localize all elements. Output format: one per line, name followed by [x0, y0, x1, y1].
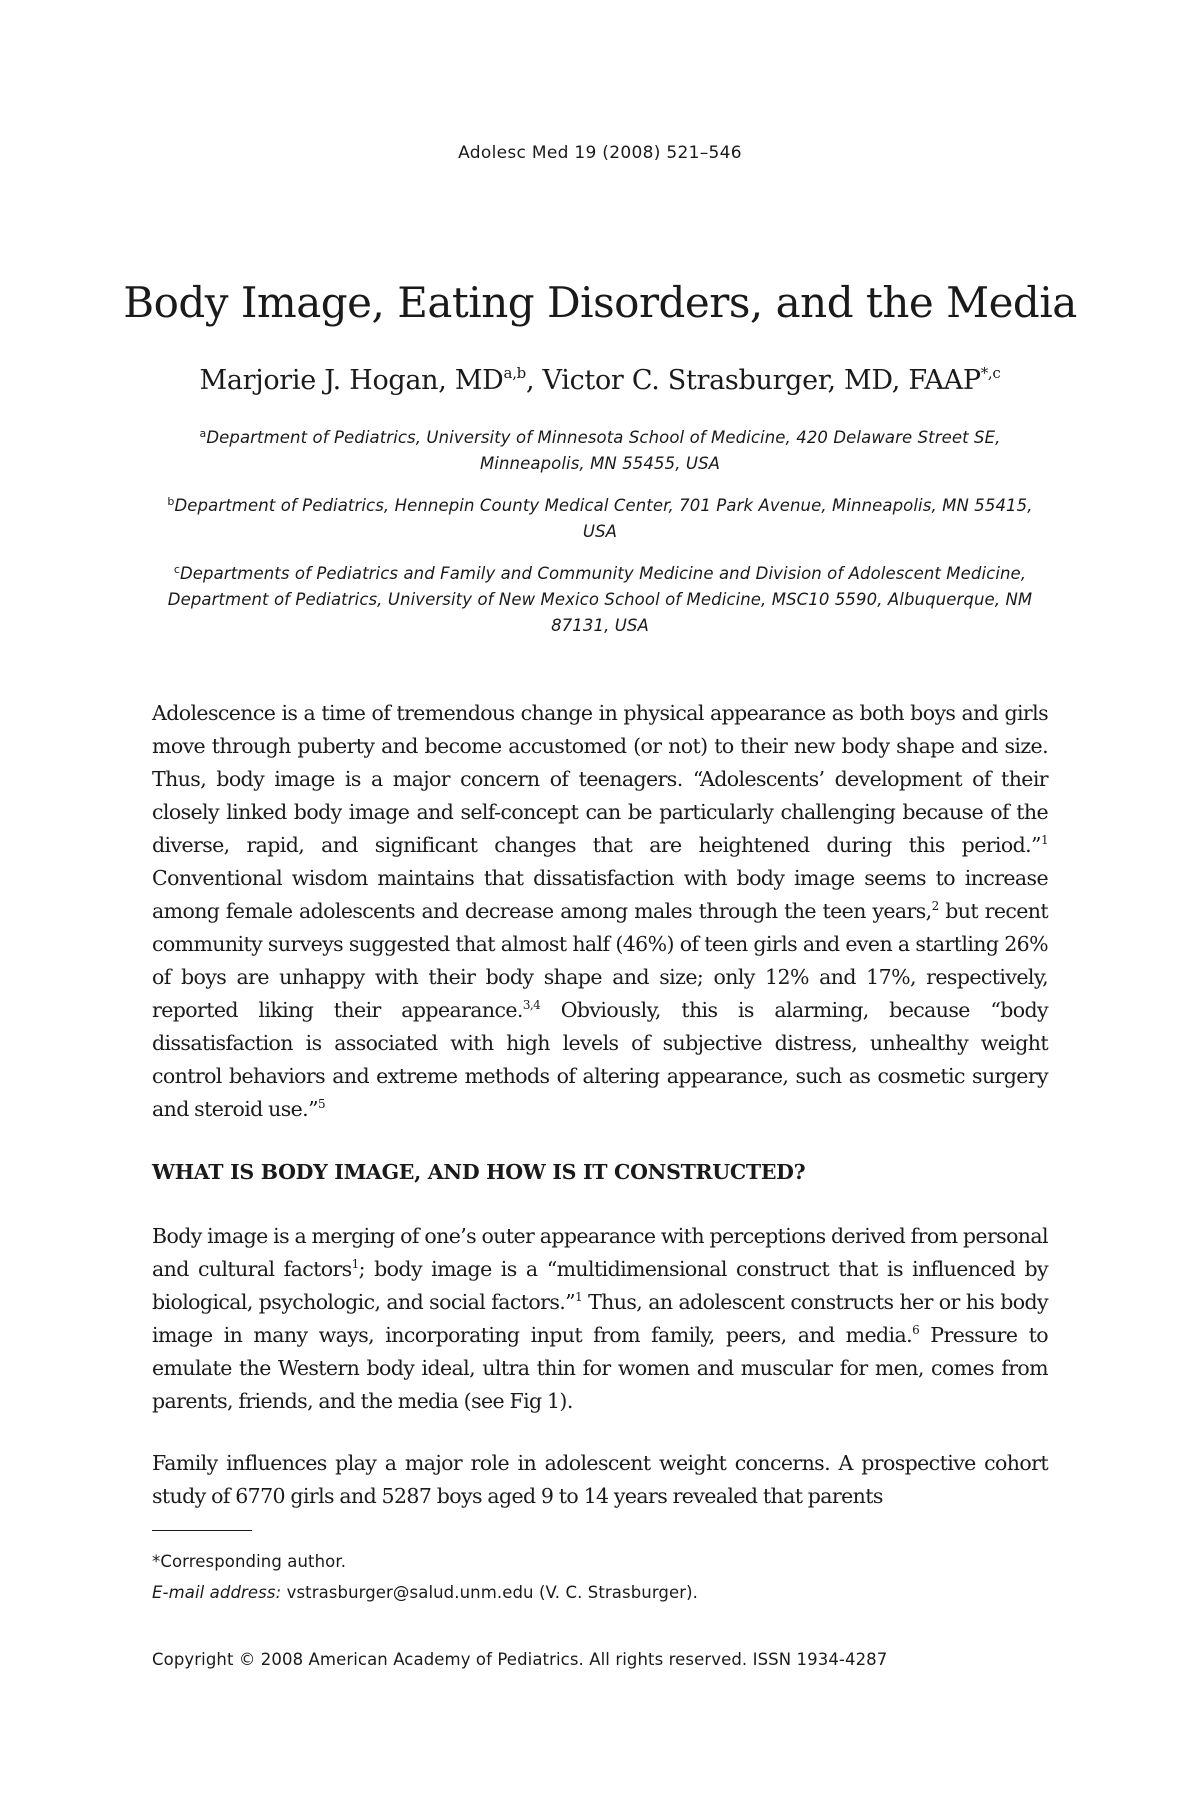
paragraph-text: Obviously, this is alarming, because “body dissatisfaction is associated with high levels of subjective distress, unhealthy weight control behaviors and extreme methods of altering appearance, such as cosmetic surgery and steroid use.” [152, 998, 1048, 1121]
author-affiliation-mark: a,b [503, 364, 526, 382]
body-paragraph-family: Family influences play a major role in adolescent weight concerns. A prospective cohort study of 6770 girls and 5287 boys aged 9 to 14 years revealed that parents [152, 1451, 1048, 1508]
copyright-notice: Copyright © 2008 American Academy of Pediatrics. All rights reserved. ISSN 1934-4287 [152, 1650, 888, 1669]
paragraph-text: Thus, an adolescent constructs her or his body image in many ways, incorporating input from family, peers, and media. [152, 1290, 1048, 1347]
author-name: Marjorie J. Hogan, MD [199, 365, 504, 396]
paragraph-text: Pressure to emulate the Western body ideal, ultra thin for women and muscular for men, comes from parents, friends, and the media (see Fig 1). [152, 1323, 1048, 1413]
citation-mark: 1 [1040, 833, 1048, 847]
citation-mark: 5 [317, 1097, 325, 1111]
journal-reference: Adolesc Med 19 (2008) 521–546 [458, 143, 742, 163]
author-name: Victor C. Strasburger, MD, FAAP [542, 365, 981, 396]
affiliation-mark: a [199, 427, 207, 440]
author-affiliation-mark: *,c [980, 364, 1001, 382]
affiliation-text: Department of Pediatrics, Hennepin County Medical Center, 701 Park Avenue, Minneapolis, MN 55415, USA [174, 496, 1033, 541]
body-paragraph-intro [152, 697, 1048, 1126]
author-separator: , [525, 365, 543, 396]
footnote-divider [152, 1530, 252, 1531]
author-line [0, 365, 1200, 396]
footnote-corresponding-author: *Corresponding author. [152, 1552, 347, 1571]
affiliation-a [150, 425, 1050, 477]
footnote-email [152, 1583, 1048, 1602]
body-paragraph-definition [152, 1220, 1048, 1418]
paragraph-text: ; body image is a “multidimensional construct that is influenced by biological, psychologic, and social factors.” [152, 1257, 1048, 1314]
affiliation-text: Department of Pediatrics, University of Minnesota School of Medicine, 420 Delaware Street SE, Minneapolis, MN 55455, USA [206, 428, 1001, 473]
paragraph-text: but recent community surveys suggested that almost half (46%) of teen girls and even a startling 26% of boys are unhappy with their body shape and size; only 12% and 17%, respectively, reported liking their appearance. [152, 899, 1049, 1022]
paragraph-text: Conventional wisdom maintains that dissatisfaction with body image seems to increase among female adolescents and decrease among males through the teen years, [152, 866, 1048, 923]
section-heading: WHAT IS BODY IMAGE, AND HOW IS IT CONSTRUCTED? [152, 1160, 806, 1184]
paragraph-text: Body image is a merging of one’s outer appearance with perceptions derived from personal and cultural factors [152, 1224, 1048, 1281]
citation-mark: 2 [931, 899, 939, 913]
citation-mark: 3,4 [522, 998, 541, 1012]
email-label: E-mail address: [152, 1583, 282, 1602]
citation-mark: 1 [351, 1257, 359, 1271]
citation-mark: 1 [575, 1290, 583, 1304]
affiliation-text: Departments of Pediatrics and Family and Community Medicine and Division of Adolescent Medicine, Department of Pediatrics, University of New Mexico School of Medicine, MSC10 5590, Albuquerque, NM 87131, USA [167, 564, 1033, 635]
affiliation-b [150, 493, 1050, 545]
citation-mark: 6 [912, 1323, 920, 1337]
email-value: vstrasburger@salud.unm.edu (V. C. Strasburger). [281, 1583, 699, 1602]
affiliation-mark: c [173, 563, 180, 576]
affiliation-mark: b [167, 495, 175, 508]
paragraph-text: Adolescence is a time of tremendous change in physical appearance as both boys and girls move through puberty and become accustomed (or not) to their new body shape and size. Thus, body image is a major concern of teenagers. “Adolescents’ development of their closely linked body image and self-concept can be particularly challenging because of the diverse, rapid, and significant changes that are heightened during this period.” [152, 701, 1048, 857]
affiliation-c [150, 561, 1050, 639]
paper-title: Body Image, Eating Disorders, and the Media [123, 278, 1077, 327]
